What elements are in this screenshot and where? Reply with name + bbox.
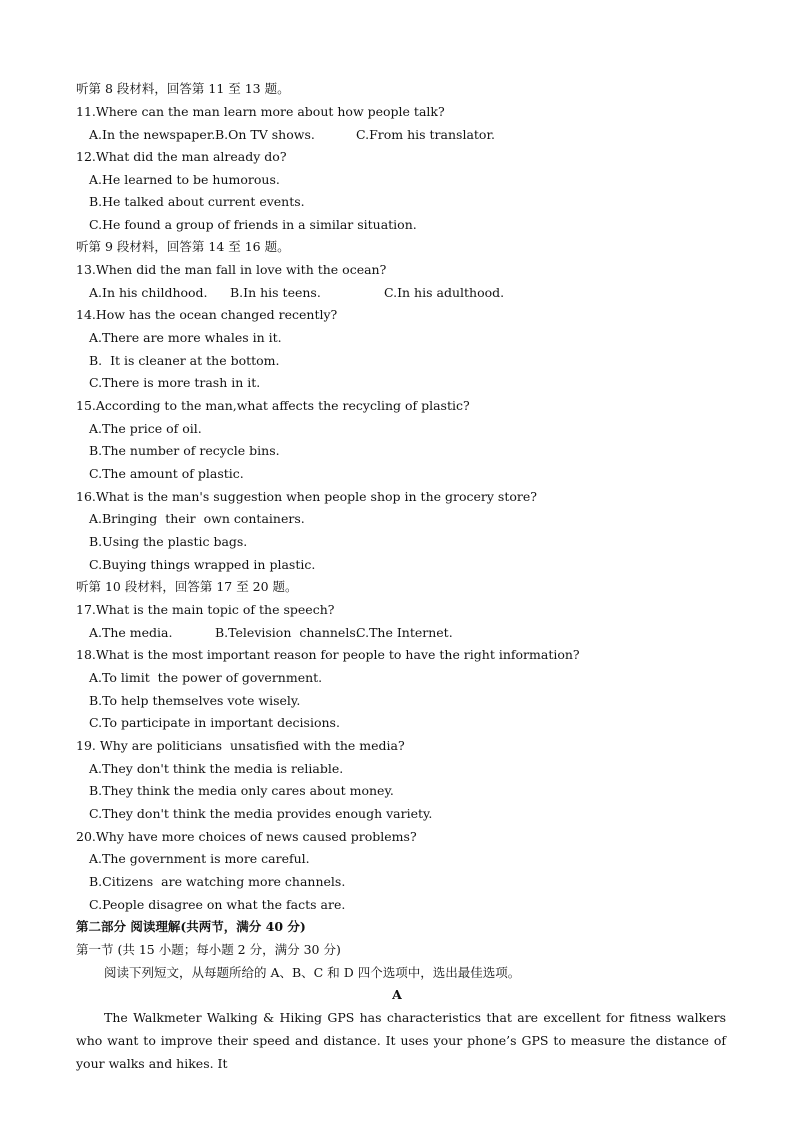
option-c: C.He found a group of friends in a similar situation.	[89, 217, 417, 232]
option-a: A.In the newspaper.	[89, 127, 216, 142]
option-c: C.In his adulthood.	[384, 285, 505, 300]
option-c: C.From his translator.	[356, 127, 496, 142]
option-b: B.To help themselves vote wisely.	[89, 693, 301, 708]
option-a: A.They don't think the media is reliable.	[89, 761, 344, 776]
question-11-options	[89, 127, 509, 143]
listening-section-10-header: 听第 10 段材料，回答第 17 至 20 题。	[76, 579, 298, 594]
option-b: B. It is cleaner at the bottom.	[89, 353, 280, 368]
option-c: C.Buying things wrapped in plastic.	[89, 557, 316, 572]
option-a: A.There are more whales in it.	[89, 330, 282, 345]
option-b: B.They think the media only cares about money.	[89, 783, 394, 798]
passage-paragraph: The Walkmeter Walking & Hiking GPS has characteristics that are excellent for fitness walkers who want to improve their speed and distance. It uses your phone’s GPS to measure the distance of your walks and hikes. It	[76, 1010, 726, 1071]
option-a: A.In his childhood.	[89, 285, 208, 300]
question-20: 20.Why have more choices of news caused problems?	[76, 829, 417, 844]
listening-section-9-header: 听第 9 段材料，回答第 14 至 16 题。	[76, 239, 290, 254]
question-16: 16.What is the man's suggestion when people shop in the grocery store?	[76, 489, 537, 504]
option-c: C.They don't think the media provides enough variety.	[89, 806, 433, 821]
question-19: 19. Why are politicians unsatisfied with the media?	[76, 738, 405, 753]
option-b: B.Citizens are watching more channels.	[89, 874, 346, 889]
part-two-heading: 第二部分 阅读理解(共两节，满分 40 分)	[76, 919, 306, 934]
option-b: B.In his teens.	[230, 285, 321, 300]
option-a: A.The media.	[89, 625, 173, 640]
passage-title: A	[392, 987, 402, 1002]
option-c: C.There is more trash in it.	[89, 375, 261, 390]
option-a: A.To limit the power of government.	[89, 670, 323, 685]
option-b: B.He talked about current events.	[89, 194, 305, 209]
option-b: B.Using the plastic bags.	[89, 534, 248, 549]
option-b: B.The number of recycle bins.	[89, 443, 280, 458]
option-c: C.People disagree on what the facts are.	[89, 897, 346, 912]
option-b: B.Television channels.	[215, 625, 360, 640]
question-12: 12.What did the man already do?	[76, 149, 287, 164]
option-a: A.The government is more careful.	[89, 851, 310, 866]
instruction-text: 阅读下列短文，从每题所给的 A、B、C 和 D 四个选项中，选出最佳选项。	[104, 965, 521, 980]
option-a: A.The price of oil.	[89, 421, 202, 436]
question-17-options	[89, 625, 509, 641]
section-one-heading: 第一节 (共 15 小题；每小题 2 分，满分 30 分)	[76, 942, 341, 957]
option-a: A.He learned to be humorous.	[89, 172, 280, 187]
option-a: A.Bringing their own containers.	[89, 511, 305, 526]
question-18: 18.What is the most important reason for people to have the right information?	[76, 647, 580, 662]
question-11: 11.Where can the man learn more about how people talk?	[76, 104, 445, 119]
question-14: 14.How has the ocean changed recently?	[76, 307, 338, 322]
option-b: B.On TV shows.	[215, 127, 315, 142]
option-c: C.The amount of plastic.	[89, 466, 244, 481]
question-17: 17.What is the main topic of the speech?	[76, 602, 335, 617]
question-15: 15.According to the man,what affects the recycling of plastic?	[76, 398, 470, 413]
listening-section-8-header: 听第 8 段材料，回答第 11 至 13 题。	[76, 81, 290, 96]
option-c: C.To participate in important decisions.	[89, 715, 340, 730]
question-13-options	[89, 285, 509, 301]
question-13: 13.When did the man fall in love with the ocean?	[76, 262, 387, 277]
option-c: C.The Internet.	[356, 625, 453, 640]
